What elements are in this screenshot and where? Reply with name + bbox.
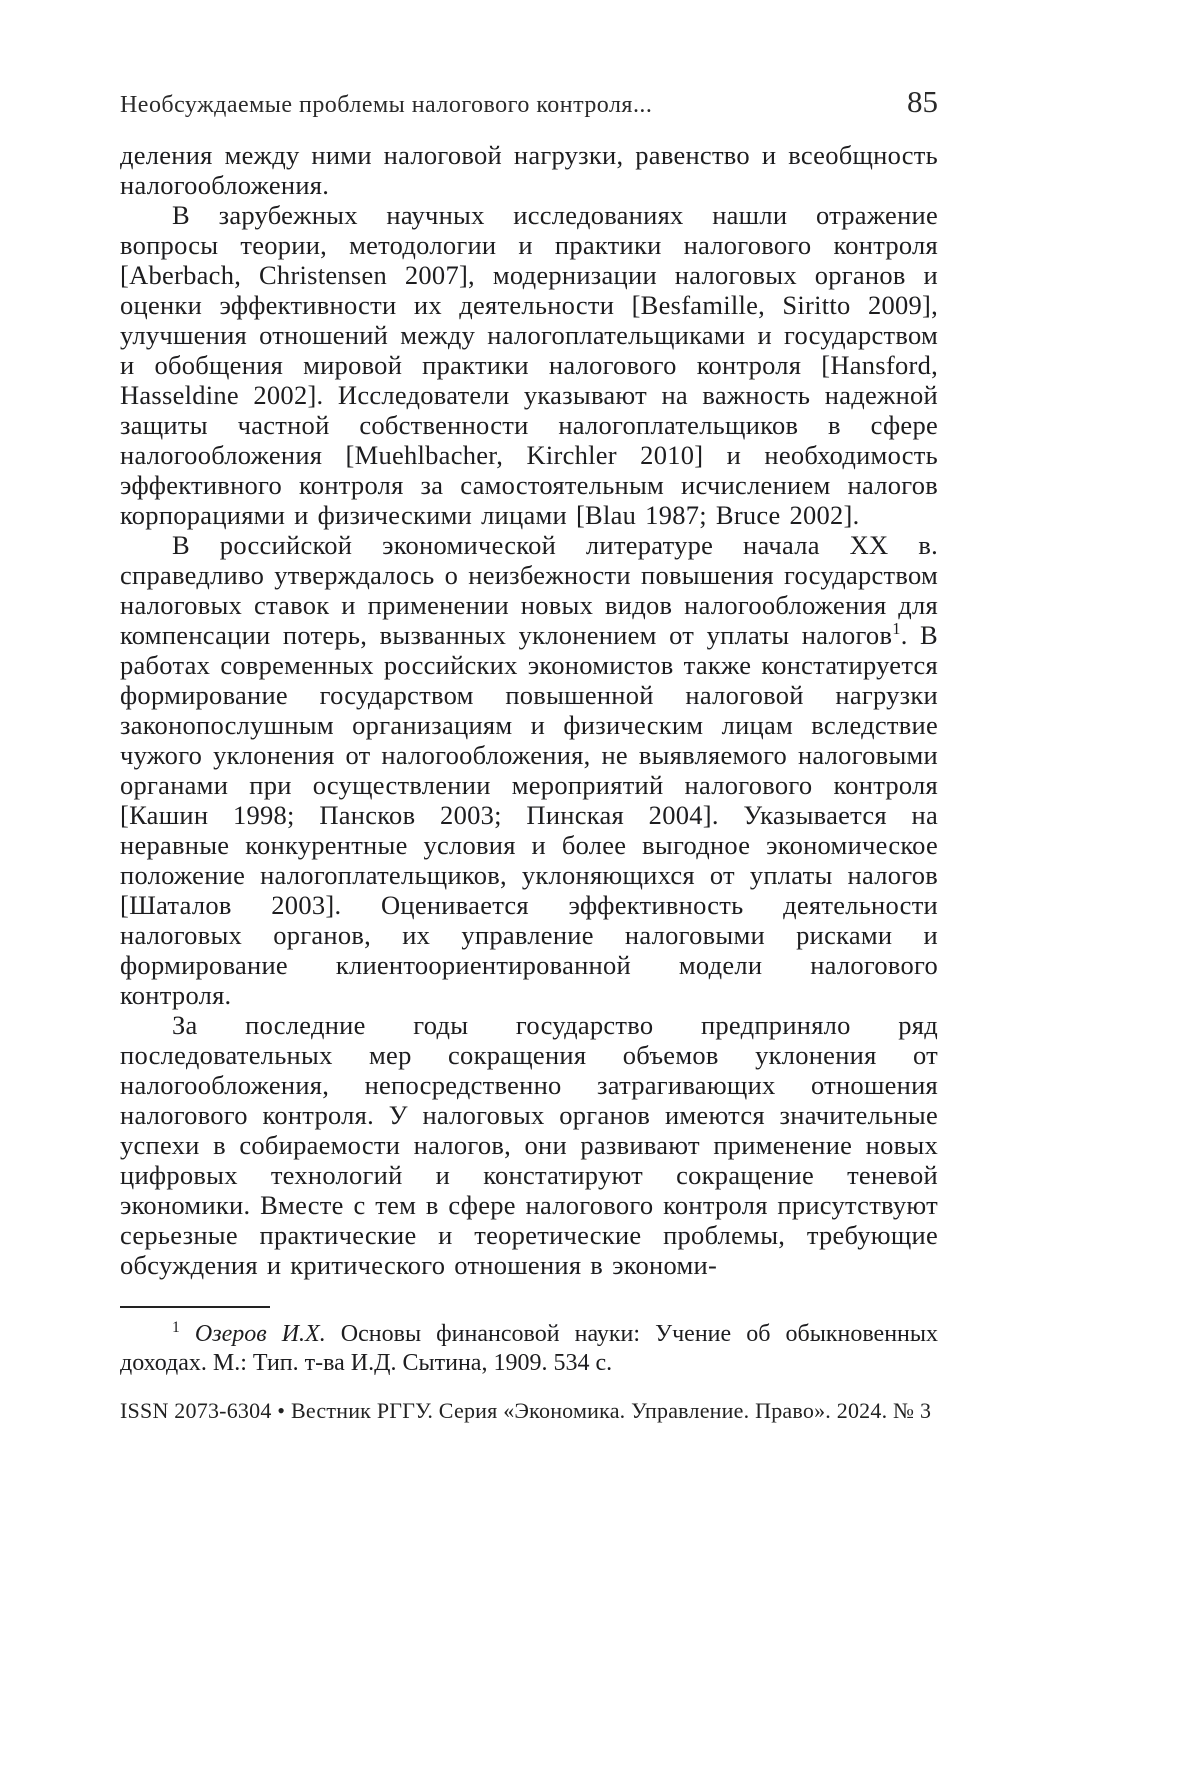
paragraph: деления между ними налоговой нагрузки, равенство и всеобщность налогообложения.	[120, 140, 938, 200]
footnote-separator	[120, 1306, 270, 1308]
paragraph-text-after-footnote-ref: . В работах современных российских экономистов также констатируется формирование государством повышенной налоговой нагрузки законопослушным организациям и физическим лицам вследствие чужого уклонения от налогообложения, не выявляемого налоговыми органами при осуществлении мероприятий налогового контроля [Кашин 1998; Пансков 2003; Пинская 2004]. Указывается на неравные конкурентные условия и более выгодное экономическое положение налогоплательщиков, уклоняющихся от уплаты налогов [Шаталов 2003]. Оценивается эффективность деятельности налоговых органов, их управление налоговыми рисками и формирование клиентоориентированной модели налогового контроля.	[120, 620, 939, 1010]
running-head: Необсуждаемые проблемы налогового контроля...	[120, 92, 653, 118]
paragraph: За последние годы государство предприняло ряд последовательных мер сокращения объемов уклонения от налогообложения, непосредственно затрагивающих отношения налогового контроля. У налоговых органов имеются значительные успехи в собираемости налогов, они развивают применение новых цифровых технологий и констатируют сокращение теневой экономики. Вместе с тем в сфере налогового контроля присутствуют серьезные практические и теоретические проблемы, требующие обсуждения и критического отношения в экономи-	[120, 1010, 938, 1280]
paragraph: В зарубежных научных исследованиях нашли отражение вопросы теории, методологии и практики налогового контроля [Aberbach, Christensen 2007], модернизации налоговых органов и оценки эффективности их деятельности [Besfamille, Siritto 2009], улучшения отношений между налогоплательщиками и государством и обобщения мировой практики налогового контроля [Hansford, Hasseldine 2002]. Исследователи указывают на важность надежной защиты частной собственности налогоплательщиков в сфере налогообложения [Muehlbacher, Kirchler 2010] и необходимость эффективного контроля за самостоятельным исчислением налогов корпорациями и физическими лицами [Blau 1987; Bruce 2002].	[120, 200, 938, 530]
page-number: 85	[907, 84, 938, 119]
page-header	[120, 84, 938, 120]
page-footer: ISSN 2073-6304 • Вестник РГГУ. Серия «Экономика. Управление. Право». 2024. № 3	[120, 1398, 932, 1423]
footnote-text: Основы финансовой науки: Учение об обыкновенных доходах. М.: Тип. т-ва И.Д. Сытина, 1909. 534 с.	[120, 1321, 939, 1376]
footnote-marker: 1	[172, 1319, 180, 1336]
footnote-author: Озеров И.Х.	[194, 1321, 326, 1347]
paragraph-text-before-footnote-ref: В российской экономической литературе начала XX в. справедливо утверждалось о неизбежности повышения государством налоговых ставок и применении новых видов налогообложения для компенсации потерь, вызванных уклонением от уплаты налогов	[120, 530, 938, 650]
footnote-ref: 1	[892, 619, 901, 639]
article-body	[120, 140, 938, 1280]
paragraph	[120, 530, 938, 1010]
footnote	[120, 1320, 938, 1378]
